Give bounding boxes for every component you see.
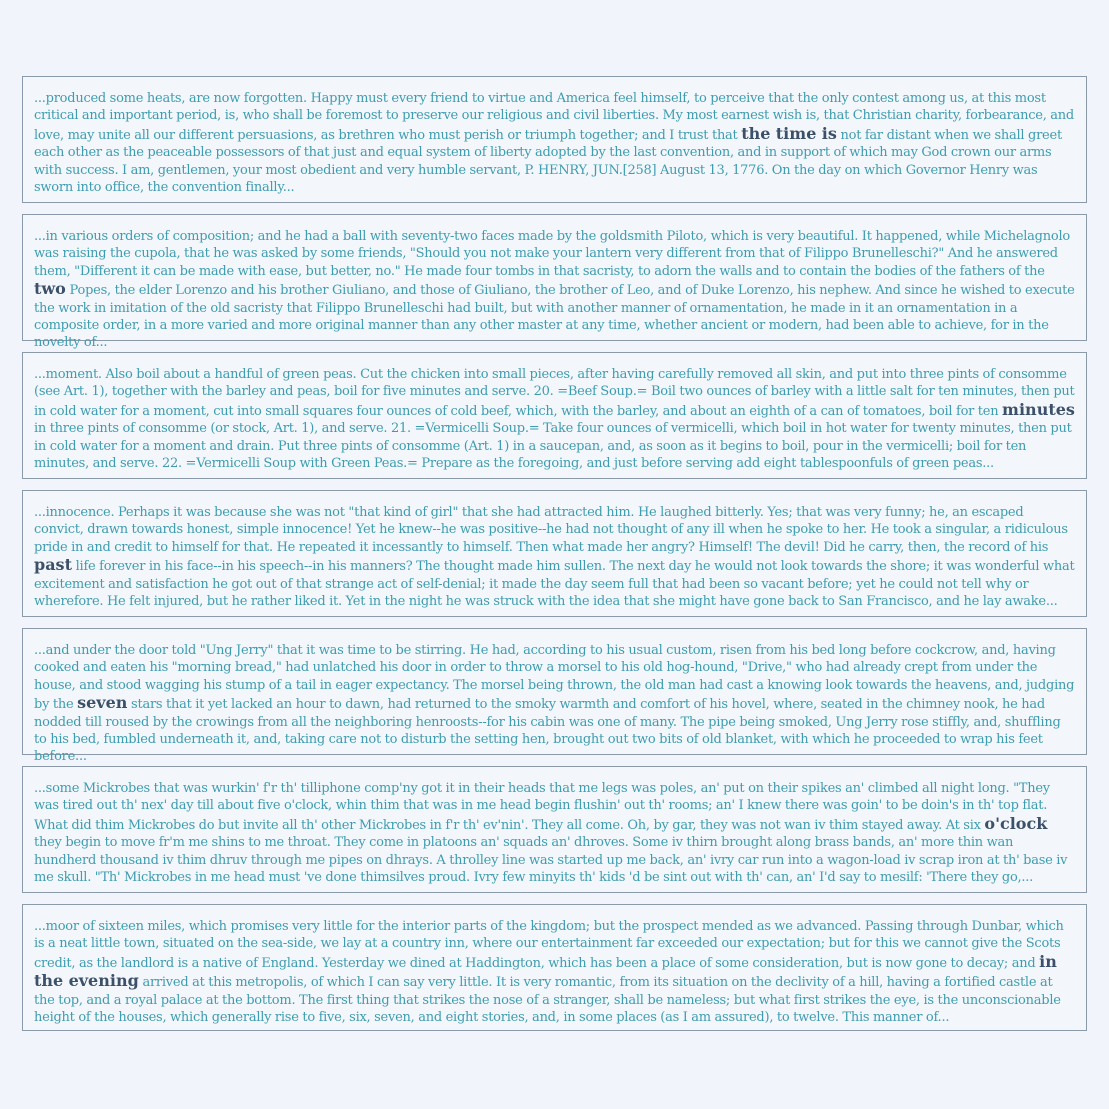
snippet-text-before: ...moor of sixteen miles, which promises very little for the interior parts of the kingdom; but the prospect mended as we advanced. Passing through Dunbar, which is a neat little town, situated on the sea-side, we lay at a country inn, where our entertainment far exceeded our expectation; but for this we cannot give the Scots credit, as the landlord is a native of England. Yesterday we dined at Haddington, which has been a place of some consideration, but is now gone to decay; and <box>34 919 1064 971</box>
snippet-text-after: stars that it yet lacked an hour to dawn, had returned to the smoky warmth and comfort of his hovel, where, seated in the chimney nook, he had nodded till roused by the crowings from all the neighboring henroosts--for his cabin was one of many. The pipe being smoked, Ung Jerry rose stiffly, and, shuffling to his bed, fumbled underneath it, and, taking care not to disturb the setting hen, brought out two bits of old blanket, with which he proceeded to wrap his feet before... <box>34 697 1061 765</box>
snippet-list <box>22 76 1087 1042</box>
snippet-card <box>22 214 1087 351</box>
snippet-text-after: they begin to move fr'm me shins to me throat. They come in platoons an' squads an' dhroves. Some iv thirn brought along brass bands, an' more thin wan hundherd thousand iv thim dhruv through me pipes on dhrays. A throlley line was started up me back, an' ivry car run into a wagon-load iv scrap iron at th' base iv me skull. "Th' Mickrobes in me head must 've done thimsilves proud. Ivry few minyits th' kids 'd be sint out with th' can, an' I'd say to mesilf: 'There they go,... <box>34 835 1068 886</box>
snippet-keyword: minutes <box>1002 399 1075 419</box>
snippet-text <box>34 918 1076 1026</box>
snippet-text-before: ...in various orders of composition; and he had a ball with seventy-two faces made by the goldsmith Piloto, which is very beautiful. It happened, while Michelagnolo was raising the cupola, that he was asked by some friends, "Should you not make your lantern very different from that of Filippo Brunelleschi?" And he answered them, "Different it can be made with ease, but better, no." He made four tombs in that sacristy, to adorn the walls and to contain the bodies of the fathers of the <box>34 229 1070 279</box>
snippet-text <box>34 642 1076 766</box>
snippet-text-after: in three pints of consomme (or stock, Art. 1), and serve. 21. =Vermicelli Soup.= Take four ounces of vermicelli, which boil in hot water for twenty minutes, then put in cold water for a moment and drain. Put three pints of consomme (Art. 1) in a saucepan, and, as soon as it begins to boil, pour in the vermicelli; boil for ten minutes, and serve. 22. =Vermicelli Soup with Green Peas.= Prepare as the foregoing, and just before serving add eight tablespoonfuls of green peas... <box>34 421 1072 472</box>
snippet-text-after: arrived at this metropolis, of which I can say very little. It is very romantic, from its situation on the declivity of a hill, having a fortified castle at the top, and a royal palace at the bottom. The first thing that strikes the nose of a stranger, shall be nameless; but what first strikes the eye, is the unconscionable height of the houses, which generally rise to five, six, seven, and eight stories, and, in some places (as I am assured), to twelve. This manner of... <box>34 975 1061 1026</box>
snippet-keyword: past <box>34 555 72 575</box>
snippet-text-before: ...innocence. Perhaps it was because she was not "that kind of girl" that she had attracted him. He laughed bitterly. Yes; that was very funny; he, an escaped convict, drawn towards honest, simple innocence! Yet he knew--he was positive--he had not thought of any ill when he spoke to her. He took a singular, a ridiculous pride in and credit to himself for that. He repeated it incessantly to himself. Then what made her angry? Himself! The devil! Did he carry, then, the record of his <box>34 505 1068 555</box>
snippet-text-after: life forever in his face--in his speech--in his manners? The thought made him sullen. The next day he would not look towards the shore; it was wonderful what excitement and satisfaction he got out of that strange act of self-denial; it made the day seem full that had been so vacant before; yet he could not tell why or wherefore. He felt injured, but he rather liked it. Yet in the night he was struck with the idea that she might have gone back to San Francisco, and he lay awake... <box>34 559 1075 610</box>
snippet-card <box>22 490 1087 617</box>
snippet-keyword: seven <box>77 693 128 713</box>
snippet-card <box>22 904 1087 1031</box>
snippet-text-before: ...some Mickrobes that was wurkin' f'r th' tilliphone comp'ny got it in their heads that me legs was poles, an' put on their spikes an' climbed all night long. "They was tired out th' nex' day till about five o'clock, whin thim that was in me head begin flushin' out th' rooms; an' I knew there was goin' to be doin's in th' top flat. What did thim Mickrobes do but invite all th' other Mickrobes in f'r th' ev'nin'. They all come. Oh, by gar, they was not wan iv thim stayed away. At six <box>34 781 1050 833</box>
snippet-keyword: the time is <box>741 123 837 143</box>
snippet-text-before: ...and under the door told "Ung Jerry" that it was time to be stirring. He had, according to his usual custom, risen from his bed long before cockcrow, and, having cooked and eaten his "morning bread," had unlatched his door in order to throw a morsel to his old hog-hound, "Drive," who had already crept from under the house, and stood wagging his stump of a tail in eager expectancy. The morsel being thrown, the old man had cast a knowing look towards the heavens, and, judging by the <box>34 643 1075 713</box>
snippet-keyword: in the evening <box>34 951 1057 991</box>
snippet-text-before: ...produced some heats, are now forgotten. Happy must every friend to virtue and America feel himself, to perceive that the only contest among us, at this most critical and important period, is, who shall be foremost to preserve our religious and civil liberties. My most earnest wish is, that Christian charity, forbearance, and love, may unite all our different persuasions, as brethren who must perish or triumph together; and I trust that <box>34 91 1074 143</box>
snippet-keyword: two <box>34 279 66 299</box>
snippet-text-after: not far distant when we shall greet each other as the peaceable possessors of that just and equal system of liberty adopted by the last convention, and in support of which may God crown our arms with success. I am, gentlemen, your most obedient and very humble servant, P. HENRY, JUN.[258] August 13, 1776. On the day on which Governor Henry was sworn into office, the convention finally... <box>34 127 1062 196</box>
snippet-card <box>22 766 1087 893</box>
snippet-text-after: Popes, the elder Lorenzo and his brother Giuliano, and those of Giuliano, the brother of Leo, and of Duke Lorenzo, his nephew. And since he wished to execute the work in imitation of the old sacristy that Filippo Brunelleschi had built, but with another manner of ornamentation, he made in it an ornamentation in a composite order, in a more varied and more original manner than any other master at any time, whether ancient or modern, had been able to achieve, for in the novelty of... <box>34 283 1075 351</box>
snippet-text <box>34 504 1076 610</box>
snippet-text <box>34 228 1076 352</box>
snippet-keyword: o'clock <box>984 813 1048 833</box>
snippet-text-before: ...moment. Also boil about a handful of green peas. Cut the chicken into small pieces, after having carefully removed all skin, and put into three pints of consomme (see Art. 1), together with the barley and peas, boil for five minutes and serve. 20. =Beef Soup.= Boil two ounces of barley with a little salt for ten minutes, then put in cold water for a moment, cut into small squares four ounces of cold beef, which, with the barley, and about an eighth of a can of tomatoes, boil for ten <box>34 367 1075 419</box>
snippet-text <box>34 366 1076 472</box>
snippet-card <box>22 628 1087 765</box>
snippet-card <box>22 76 1087 203</box>
snippet-text <box>34 90 1076 196</box>
snippet-text <box>34 780 1076 886</box>
snippet-card <box>22 352 1087 479</box>
